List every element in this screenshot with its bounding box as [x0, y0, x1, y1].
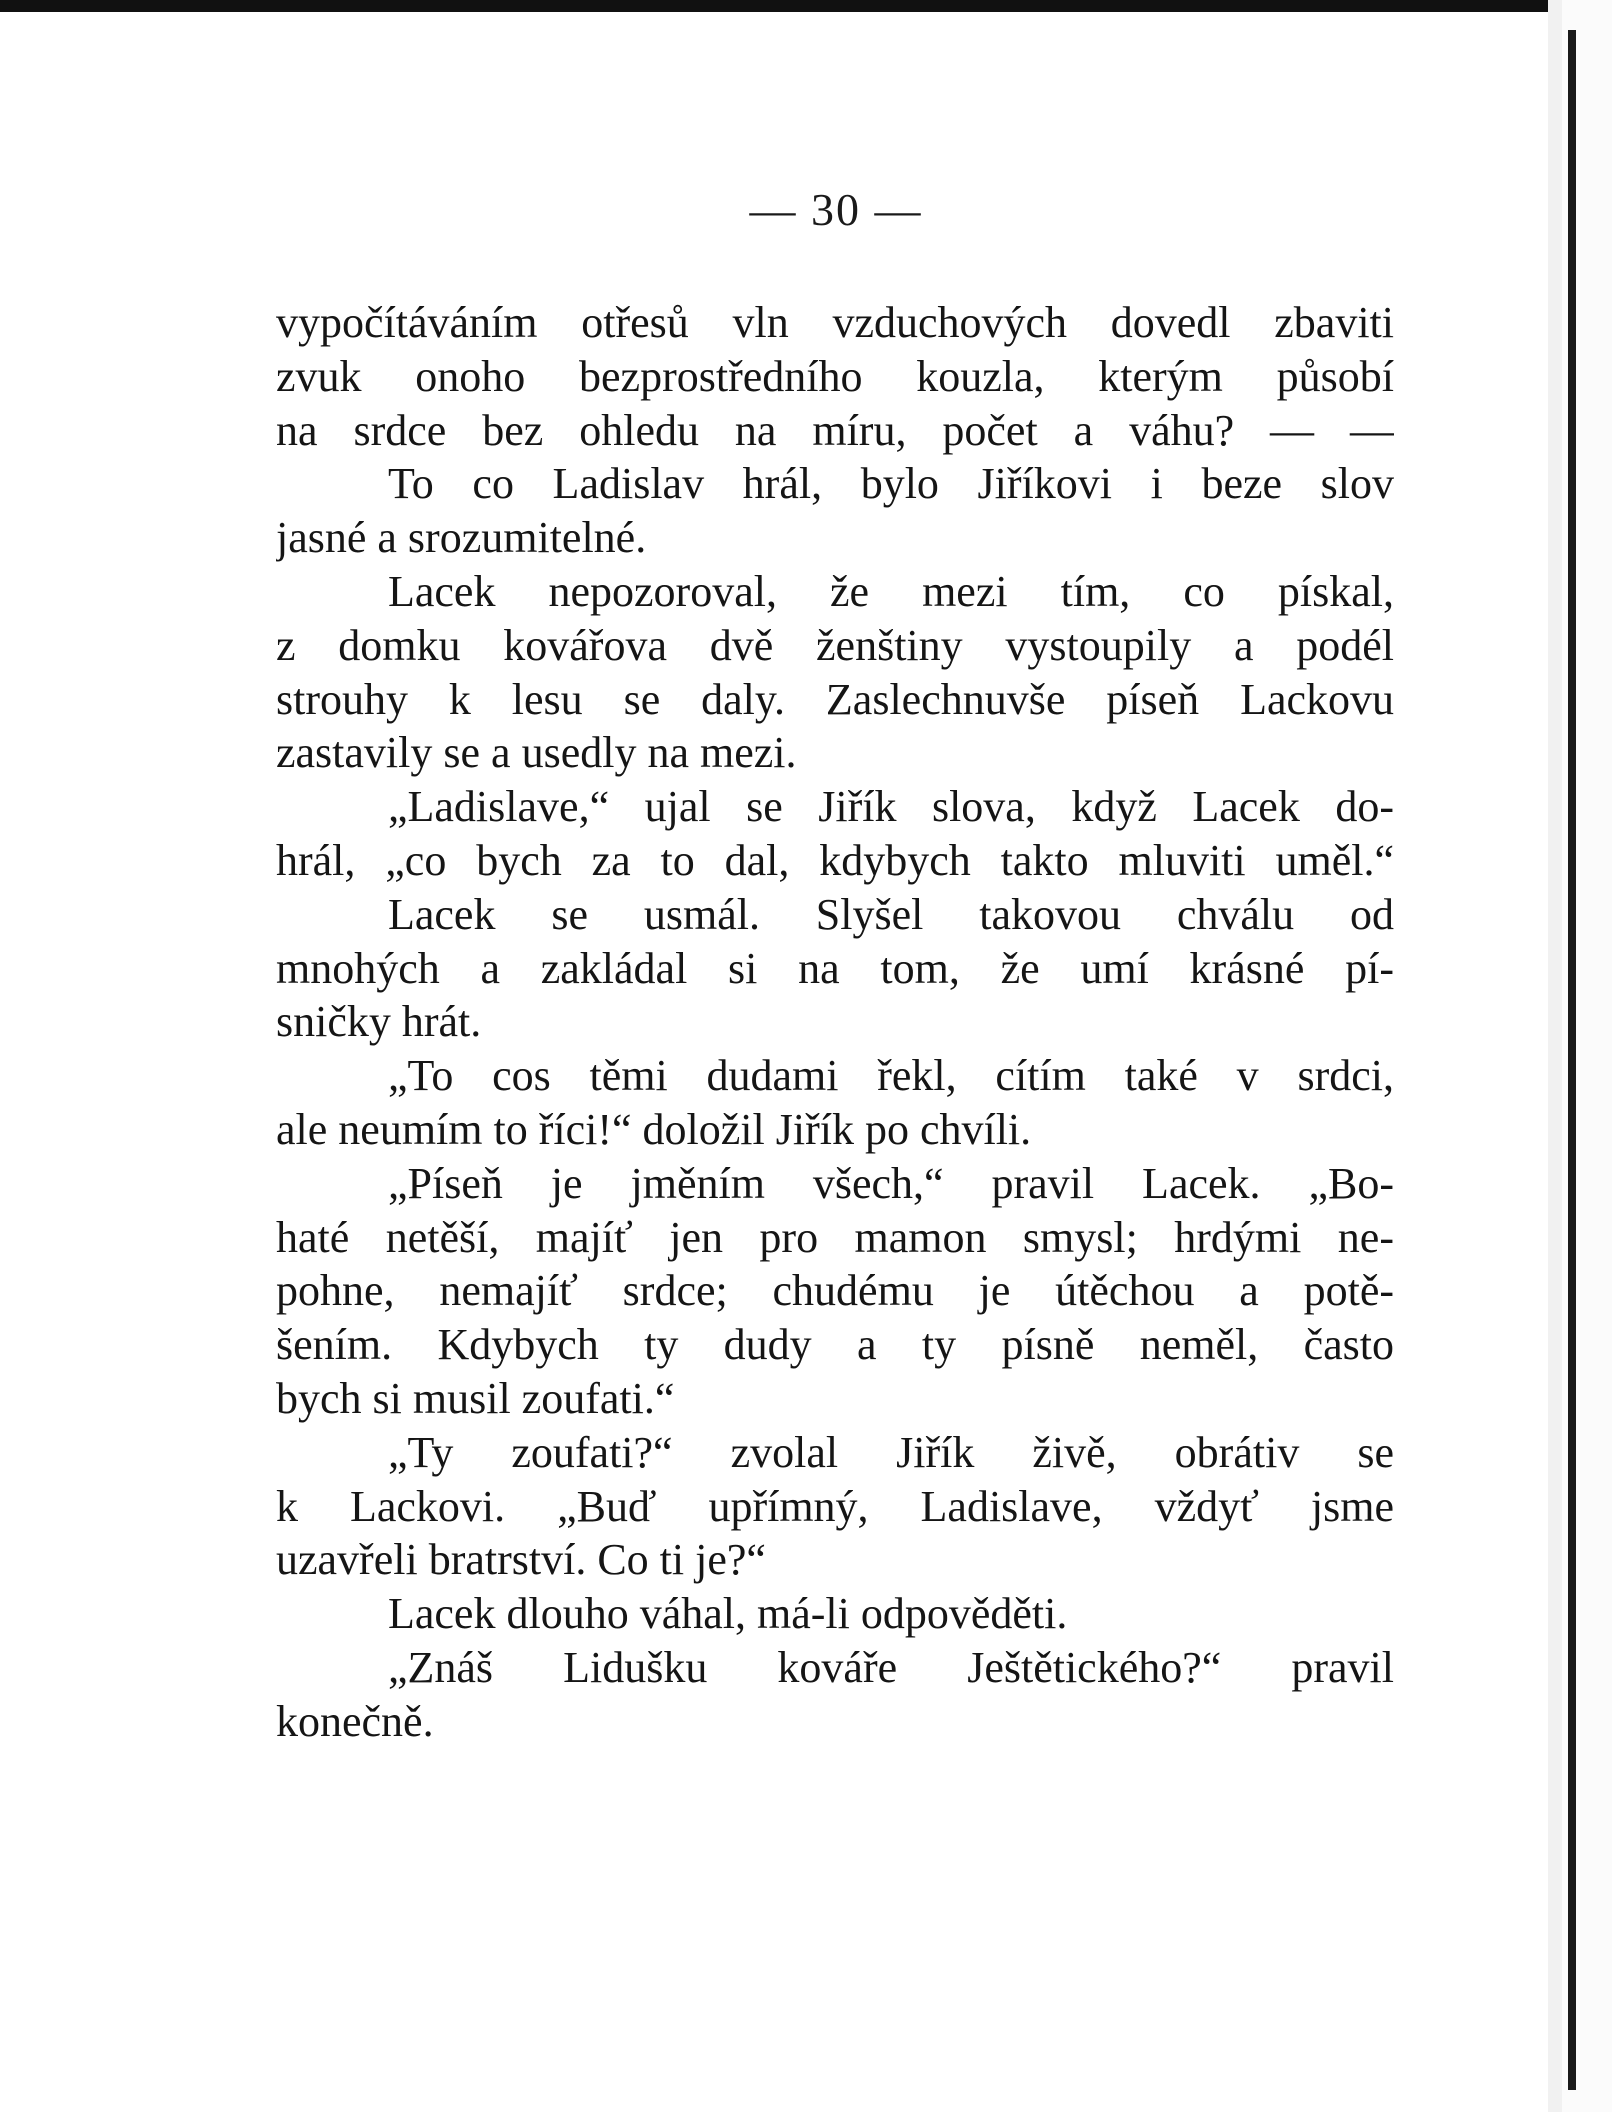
spine-shadow: [1548, 0, 1562, 2112]
text-line: k Lackovi. „Buď upřímný, Ladislave, vždyť jsme: [276, 1481, 1394, 1531]
text-line: „Ty zoufati?“ zvolal Jiřík živě, obrátiv se: [388, 1427, 1394, 1477]
text-line: „To cos těmi dudami řekl, cítím také v srdci,: [388, 1051, 1394, 1101]
book-spine-edge: [1568, 30, 1576, 2090]
text-line: strouhy k lesu se daly. Zaslechnuvše píseň Lackovu: [276, 674, 1394, 724]
text-line: na srdce bez ohledu na míru, počet a váhu? — —: [276, 405, 1394, 455]
text-line: zastavily se a usedly na mezi.: [276, 728, 797, 778]
text-line: mnohých a zakládal si na tom, že umí krásné pí-: [276, 943, 1394, 993]
page-number: — 30 —: [749, 184, 923, 235]
text-line: vypočítáváním otřesů vln vzduchových dovedl zbaviti: [276, 298, 1394, 347]
text-line: To co Ladislav hrál, bylo Jiříkovi i beze slov: [388, 459, 1394, 509]
text-line: pohne, nemajíť srdce; chudému je útěchou a potě-: [276, 1266, 1394, 1316]
text-line: z domku kovářova dvě ženštiny vystoupily a podél: [276, 620, 1394, 670]
text-line: zvuk onoho bezprostředního kouzla, kterým působí: [276, 351, 1394, 401]
text-line: uzavřeli bratrství. Co ti je?“: [276, 1535, 766, 1585]
text-line: „Znáš Lidušku kováře Ještětického?“ pravil: [388, 1642, 1394, 1692]
text-line: Lacek se usmál. Slyšel takovou chválu od: [388, 889, 1394, 939]
text-line: Lacek nepozoroval, že mezi tím, co pískal,: [388, 566, 1394, 616]
body-text: [276, 296, 1394, 1749]
text-line: hrál, „co bych za to dal, kdybych takto mluviti uměl.“: [276, 835, 1394, 885]
text-line: konečně.: [276, 1696, 434, 1746]
text-line: jasné a srozumitelné.: [276, 513, 647, 563]
text-line: haté netěší, majíť jen pro mamon smysl; hrdými ne-: [276, 1212, 1394, 1262]
text-line: sničky hrát.: [276, 997, 482, 1047]
text-line: šením. Kdybych ty dudy a ty písně neměl, často: [276, 1320, 1394, 1370]
text-line: ale neumím to říci!“ doložil Jiřík po chvíli.: [276, 1104, 1032, 1154]
text-line: Lacek dlouho váhal, má-li odpověděti.: [388, 1589, 1068, 1639]
text-line: bych si musil zoufati.“: [276, 1373, 675, 1423]
scan-top-edge: [0, 0, 1612, 12]
text-line: „Ladislave,“ ujal se Jiřík slova, když Lacek do-: [388, 782, 1394, 832]
text-line: „Píseň je jměním všech,“ pravil Lacek. „Bo-: [388, 1158, 1394, 1208]
